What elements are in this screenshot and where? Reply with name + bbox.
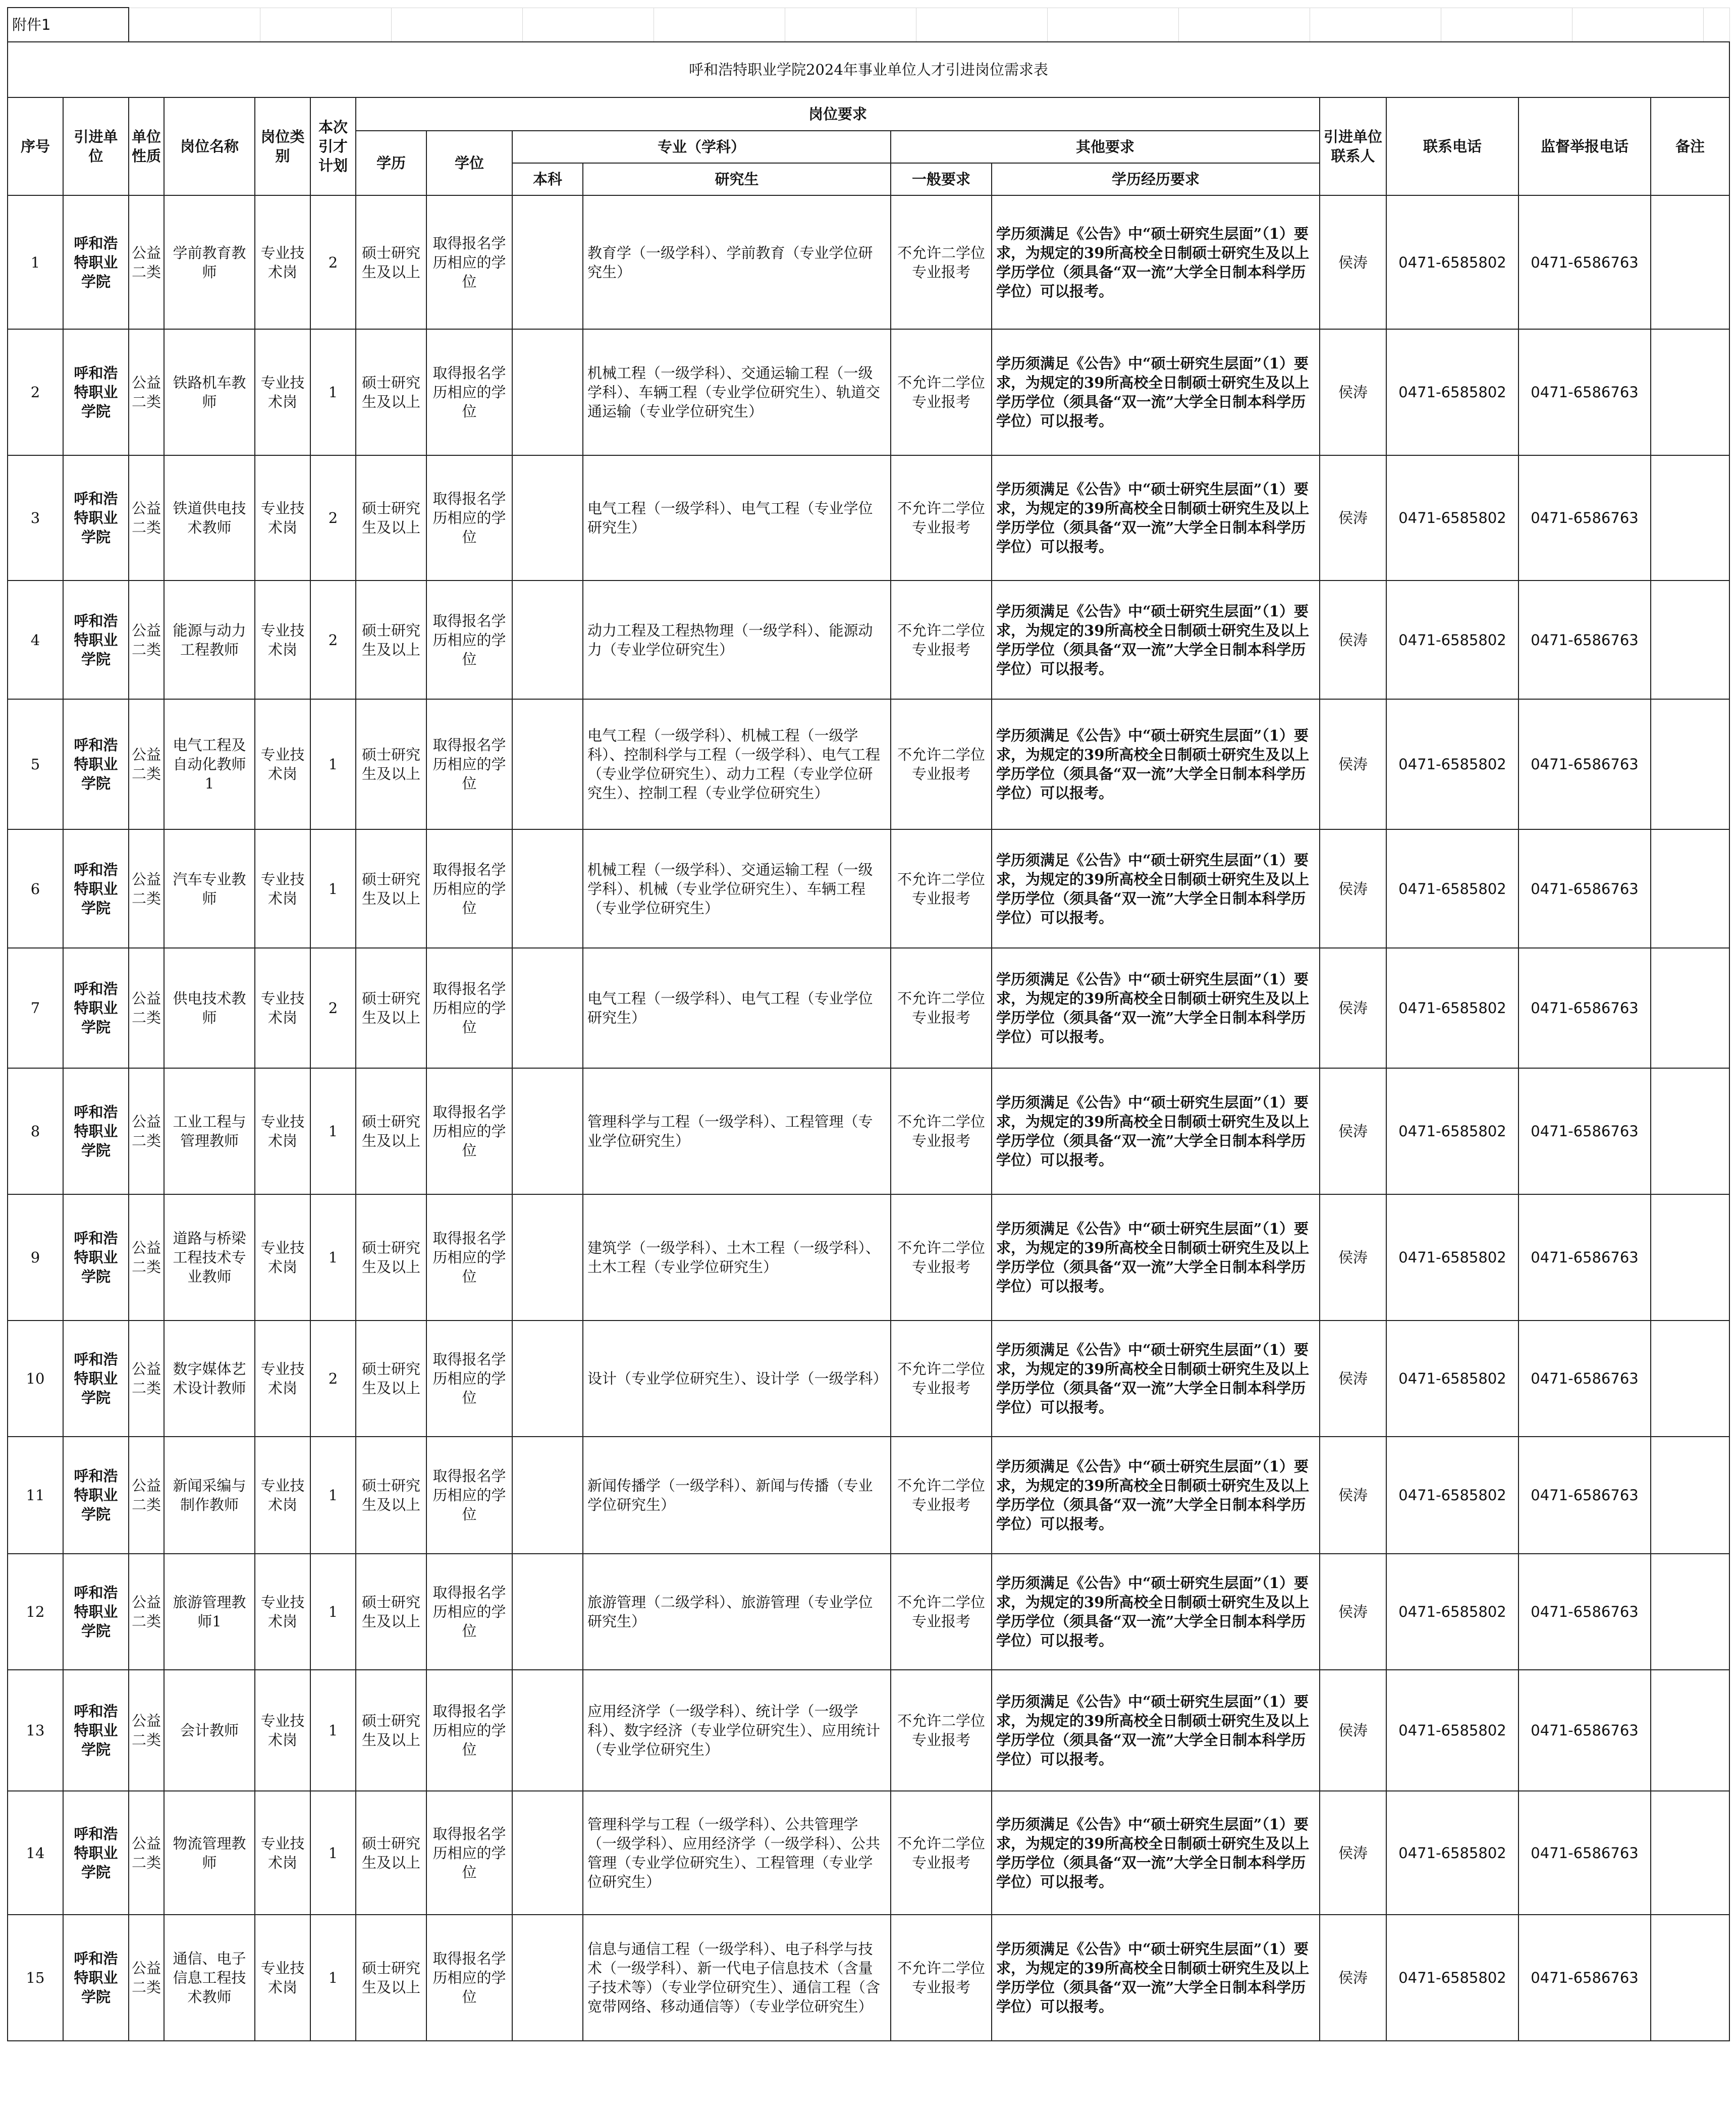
header-nature: 单位性质	[129, 97, 164, 195]
cell-graduate: 建筑学（一级学科）、土木工程（一级学科）、土木工程（专业学位研究生）	[583, 1194, 891, 1321]
cell-post-name: 会计教师	[164, 1670, 255, 1791]
cell-nature: 公益二类	[129, 1915, 164, 2041]
cell-unit: 呼和浩特职业学院	[63, 329, 129, 455]
cell-degree: 取得报名学历相应的学位	[426, 948, 512, 1068]
cell-nature: 公益二类	[129, 1321, 164, 1437]
cell-remark	[1651, 195, 1729, 329]
cell-plan: 1	[310, 1791, 356, 1915]
cell-graduate: 机械工程（一级学科）、交通运输工程（一级学科）、机械（专业学位研究生）、车辆工程（专业学位研究生）	[583, 829, 891, 948]
header-post-name: 岗位名称	[164, 97, 255, 195]
header-other: 其他要求	[891, 131, 1320, 163]
cell-education: 硕士研究生及以上	[356, 581, 426, 699]
cell-experience: 学历须满足《公告》中“硕士研究生层面”（1）要求，为规定的39所高校全日制硕士研究生及以上学历学位（须具备“双一流”大学全日制本科学历学位）可以报考。	[992, 829, 1320, 948]
cell-undergraduate	[512, 1437, 583, 1554]
recruitment-table	[7, 7, 1730, 2041]
cell-unit: 呼和浩特职业学院	[63, 1194, 129, 1321]
cell-graduate: 应用经济学（一级学科）、统计学（一级学科）、数字经济（专业学位研究生）、应用统计（专业学位研究生）	[583, 1670, 891, 1791]
cell-plan: 1	[310, 829, 356, 948]
cell-undergraduate	[512, 829, 583, 948]
cell-phone: 0471-6585802	[1386, 699, 1518, 829]
header-undergraduate: 本科	[512, 163, 583, 195]
cell-nature: 公益二类	[129, 195, 164, 329]
cell-supervise-phone: 0471-6586763	[1518, 948, 1651, 1068]
cell-unit: 呼和浩特职业学院	[63, 829, 129, 948]
cell-unit: 呼和浩特职业学院	[63, 1437, 129, 1554]
cell-contact: 侯涛	[1320, 1554, 1386, 1670]
cell-phone: 0471-6585802	[1386, 329, 1518, 455]
cell-graduate: 管理科学与工程（一级学科）、公共管理学（一级学科）、应用经济学（一级学科）、公共管理（专业学位研究生）、工程管理（专业学位研究生）	[583, 1791, 891, 1915]
cell-nature: 公益二类	[129, 1068, 164, 1194]
cell-nature: 公益二类	[129, 329, 164, 455]
cell-experience: 学历须满足《公告》中“硕士研究生层面”（1）要求，为规定的39所高校全日制硕士研究生及以上学历学位（须具备“双一流”大学全日制本科学历学位）可以报考。	[992, 195, 1320, 329]
cell-phone: 0471-6585802	[1386, 1437, 1518, 1554]
cell-post-type: 专业技术岗	[255, 581, 310, 699]
cell-plan: 1	[310, 1194, 356, 1321]
cell-unit: 呼和浩特职业学院	[63, 581, 129, 699]
cell-phone: 0471-6585802	[1386, 581, 1518, 699]
cell-education: 硕士研究生及以上	[356, 1791, 426, 1915]
table-row	[8, 581, 1729, 699]
recruitment-sheet	[7, 7, 1729, 2041]
table-row	[8, 329, 1729, 455]
cell-post-type: 专业技术岗	[255, 1437, 310, 1554]
cell-seq: 13	[8, 1670, 63, 1791]
cell-remark	[1651, 948, 1729, 1068]
cell-supervise-phone: 0471-6586763	[1518, 699, 1651, 829]
cell-unit: 呼和浩特职业学院	[63, 1915, 129, 2041]
cell-experience: 学历须满足《公告》中“硕士研究生层面”（1）要求，为规定的39所高校全日制硕士研究生及以上学历学位（须具备“双一流”大学全日制本科学历学位）可以报考。	[992, 455, 1320, 581]
cell-supervise-phone: 0471-6586763	[1518, 581, 1651, 699]
cell-contact: 侯涛	[1320, 829, 1386, 948]
cell-experience: 学历须满足《公告》中“硕士研究生层面”（1）要求，为规定的39所高校全日制硕士研究生及以上学历学位（须具备“双一流”大学全日制本科学历学位）可以报考。	[992, 329, 1320, 455]
cell-phone: 0471-6585802	[1386, 195, 1518, 329]
cell-general: 不允许二学位专业报考	[891, 1321, 992, 1437]
cell-post-type: 专业技术岗	[255, 1915, 310, 2041]
cell-general: 不允许二学位专业报考	[891, 1915, 992, 2041]
cell-nature: 公益二类	[129, 1194, 164, 1321]
cell-remark	[1651, 329, 1729, 455]
cell-degree: 取得报名学历相应的学位	[426, 1554, 512, 1670]
cell-general: 不允许二学位专业报考	[891, 455, 992, 581]
cell-undergraduate	[512, 329, 583, 455]
cell-contact: 侯涛	[1320, 1670, 1386, 1791]
cell-undergraduate	[512, 699, 583, 829]
cell-general: 不允许二学位专业报考	[891, 581, 992, 699]
cell-plan: 2	[310, 455, 356, 581]
cell-undergraduate	[512, 195, 583, 329]
table-row	[8, 699, 1729, 829]
cell-degree: 取得报名学历相应的学位	[426, 1321, 512, 1437]
cell-graduate: 管理科学与工程（一级学科）、工程管理（专业学位研究生）	[583, 1068, 891, 1194]
attachment-row	[8, 8, 1729, 42]
cell-post-name: 汽车专业教师	[164, 829, 255, 948]
cell-unit: 呼和浩特职业学院	[63, 1321, 129, 1437]
cell-experience: 学历须满足《公告》中“硕士研究生层面”（1）要求，为规定的39所高校全日制硕士研究生及以上学历学位（须具备“双一流”大学全日制本科学历学位）可以报考。	[992, 1321, 1320, 1437]
cell-graduate: 电气工程（一级学科）、电气工程（专业学位研究生）	[583, 455, 891, 581]
title-row	[8, 42, 1729, 97]
cell-remark	[1651, 1791, 1729, 1915]
cell-general: 不允许二学位专业报考	[891, 1670, 992, 1791]
cell-contact: 侯涛	[1320, 699, 1386, 829]
cell-nature: 公益二类	[129, 699, 164, 829]
cell-experience: 学历须满足《公告》中“硕士研究生层面”（1）要求，为规定的39所高校全日制硕士研究生及以上学历学位（须具备“双一流”大学全日制本科学历学位）可以报考。	[992, 1068, 1320, 1194]
cell-unit: 呼和浩特职业学院	[63, 1791, 129, 1915]
cell-graduate: 设计（专业学位研究生）、设计学（一级学科）	[583, 1321, 891, 1437]
cell-degree: 取得报名学历相应的学位	[426, 1791, 512, 1915]
cell-seq: 9	[8, 1194, 63, 1321]
cell-seq: 4	[8, 581, 63, 699]
cell-supervise-phone: 0471-6586763	[1518, 1194, 1651, 1321]
cell-degree: 取得报名学历相应的学位	[426, 581, 512, 699]
cell-education: 硕士研究生及以上	[356, 948, 426, 1068]
cell-plan: 2	[310, 195, 356, 329]
cell-experience: 学历须满足《公告》中“硕士研究生层面”（1）要求，为规定的39所高校全日制硕士研究生及以上学历学位（须具备“双一流”大学全日制本科学历学位）可以报考。	[992, 581, 1320, 699]
table-row	[8, 195, 1729, 329]
cell-post-name: 数字媒体艺术设计教师	[164, 1321, 255, 1437]
cell-seq: 1	[8, 195, 63, 329]
cell-experience: 学历须满足《公告》中“硕士研究生层面”（1）要求，为规定的39所高校全日制硕士研究生及以上学历学位（须具备“双一流”大学全日制本科学历学位）可以报考。	[992, 1554, 1320, 1670]
cell-nature: 公益二类	[129, 948, 164, 1068]
cell-general: 不允许二学位专业报考	[891, 1068, 992, 1194]
cell-seq: 5	[8, 699, 63, 829]
cell-post-name: 学前教育教师	[164, 195, 255, 329]
cell-post-type: 专业技术岗	[255, 699, 310, 829]
header-row-1	[8, 97, 1729, 131]
cell-unit: 呼和浩特职业学院	[63, 1670, 129, 1791]
cell-remark	[1651, 581, 1729, 699]
cell-undergraduate	[512, 1554, 583, 1670]
cell-post-name: 新闻采编与制作教师	[164, 1437, 255, 1554]
cell-general: 不允许二学位专业报考	[891, 195, 992, 329]
header-general: 一般要求	[891, 163, 992, 195]
cell-remark	[1651, 455, 1729, 581]
header-education: 学历	[356, 131, 426, 195]
cell-seq: 10	[8, 1321, 63, 1437]
cell-post-type: 专业技术岗	[255, 195, 310, 329]
cell-general: 不允许二学位专业报考	[891, 829, 992, 948]
cell-post-name: 物流管理教师	[164, 1791, 255, 1915]
cell-remark	[1651, 699, 1729, 829]
header-remark: 备注	[1651, 97, 1729, 195]
cell-post-type: 专业技术岗	[255, 1194, 310, 1321]
cell-phone: 0471-6585802	[1386, 948, 1518, 1068]
cell-degree: 取得报名学历相应的学位	[426, 195, 512, 329]
cell-nature: 公益二类	[129, 455, 164, 581]
cell-undergraduate	[512, 581, 583, 699]
cell-supervise-phone: 0471-6586763	[1518, 1321, 1651, 1437]
cell-phone: 0471-6585802	[1386, 1791, 1518, 1915]
cell-contact: 侯涛	[1320, 1437, 1386, 1554]
cell-graduate: 电气工程（一级学科）、机械工程（一级学科）、控制科学与工程（一级学科）、电气工程（专业学位研究生）、动力工程（专业学位研究生）、控制工程（专业学位研究生）	[583, 699, 891, 829]
cell-contact: 侯涛	[1320, 455, 1386, 581]
cell-degree: 取得报名学历相应的学位	[426, 455, 512, 581]
cell-undergraduate	[512, 1791, 583, 1915]
cell-nature: 公益二类	[129, 581, 164, 699]
cell-unit: 呼和浩特职业学院	[63, 195, 129, 329]
cell-post-name: 供电技术教师	[164, 948, 255, 1068]
cell-supervise-phone: 0471-6586763	[1518, 1554, 1651, 1670]
cell-nature: 公益二类	[129, 1437, 164, 1554]
cell-education: 硕士研究生及以上	[356, 699, 426, 829]
cell-phone: 0471-6585802	[1386, 1670, 1518, 1791]
cell-general: 不允许二学位专业报考	[891, 1791, 992, 1915]
cell-general: 不允许二学位专业报考	[891, 1437, 992, 1554]
cell-experience: 学历须满足《公告》中“硕士研究生层面”（1）要求，为规定的39所高校全日制硕士研究生及以上学历学位（须具备“双一流”大学全日制本科学历学位）可以报考。	[992, 1194, 1320, 1321]
cell-post-name: 能源与动力工程教师	[164, 581, 255, 699]
cell-unit: 呼和浩特职业学院	[63, 1554, 129, 1670]
cell-education: 硕士研究生及以上	[356, 329, 426, 455]
cell-contact: 侯涛	[1320, 329, 1386, 455]
table-row	[8, 455, 1729, 581]
cell-education: 硕士研究生及以上	[356, 195, 426, 329]
table-row	[8, 1068, 1729, 1194]
cell-general: 不允许二学位专业报考	[891, 948, 992, 1068]
cell-supervise-phone: 0471-6586763	[1518, 455, 1651, 581]
cell-supervise-phone: 0471-6586763	[1518, 1068, 1651, 1194]
cell-graduate: 教育学（一级学科）、学前教育（专业学位研究生）	[583, 195, 891, 329]
cell-contact: 侯涛	[1320, 581, 1386, 699]
cell-supervise-phone: 0471-6586763	[1518, 1915, 1651, 2041]
cell-post-name: 铁路机车教师	[164, 329, 255, 455]
table-row	[8, 1437, 1729, 1554]
cell-education: 硕士研究生及以上	[356, 455, 426, 581]
cell-plan: 1	[310, 699, 356, 829]
cell-nature: 公益二类	[129, 829, 164, 948]
cell-nature: 公益二类	[129, 1791, 164, 1915]
cell-seq: 14	[8, 1791, 63, 1915]
cell-contact: 侯涛	[1320, 1915, 1386, 2041]
cell-seq: 3	[8, 455, 63, 581]
header-contact: 引进单位联系人	[1320, 97, 1386, 195]
cell-phone: 0471-6585802	[1386, 455, 1518, 581]
header-unit: 引进单位	[63, 97, 129, 195]
cell-contact: 侯涛	[1320, 1194, 1386, 1321]
cell-unit: 呼和浩特职业学院	[63, 699, 129, 829]
cell-plan: 2	[310, 1321, 356, 1437]
cell-graduate: 电气工程（一级学科）、电气工程（专业学位研究生）	[583, 948, 891, 1068]
sheet-grid-area	[129, 8, 1729, 42]
cell-undergraduate	[512, 455, 583, 581]
cell-education: 硕士研究生及以上	[356, 1554, 426, 1670]
attachment-label: 附件1	[8, 8, 129, 42]
cell-post-name: 旅游管理教师1	[164, 1554, 255, 1670]
cell-degree: 取得报名学历相应的学位	[426, 329, 512, 455]
cell-experience: 学历须满足《公告》中“硕士研究生层面”（1）要求，为规定的39所高校全日制硕士研究生及以上学历学位（须具备“双一流”大学全日制本科学历学位）可以报考。	[992, 1670, 1320, 1791]
cell-undergraduate	[512, 1068, 583, 1194]
cell-education: 硕士研究生及以上	[356, 1915, 426, 2041]
cell-undergraduate	[512, 1194, 583, 1321]
table-row	[8, 1670, 1729, 1791]
cell-contact: 侯涛	[1320, 948, 1386, 1068]
cell-experience: 学历须满足《公告》中“硕士研究生层面”（1）要求，为规定的39所高校全日制硕士研究生及以上学历学位（须具备“双一流”大学全日制本科学历学位）可以报考。	[992, 948, 1320, 1068]
page-title: 呼和浩特职业学院2024年事业单位人才引进岗位需求表	[8, 42, 1729, 97]
cell-plan: 1	[310, 1554, 356, 1670]
table-row	[8, 1194, 1729, 1321]
cell-plan: 1	[310, 329, 356, 455]
cell-general: 不允许二学位专业报考	[891, 1554, 992, 1670]
header-major: 专业（学科）	[512, 131, 891, 163]
table-row	[8, 1321, 1729, 1437]
cell-plan: 1	[310, 1670, 356, 1791]
cell-phone: 0471-6585802	[1386, 829, 1518, 948]
cell-degree: 取得报名学历相应的学位	[426, 1437, 512, 1554]
cell-supervise-phone: 0471-6586763	[1518, 329, 1651, 455]
cell-seq: 6	[8, 829, 63, 948]
cell-education: 硕士研究生及以上	[356, 1437, 426, 1554]
cell-plan: 1	[310, 1915, 356, 2041]
cell-phone: 0471-6585802	[1386, 1915, 1518, 2041]
cell-plan: 1	[310, 1068, 356, 1194]
cell-education: 硕士研究生及以上	[356, 1321, 426, 1437]
cell-remark	[1651, 1194, 1729, 1321]
cell-general: 不允许二学位专业报考	[891, 329, 992, 455]
table-row	[8, 1791, 1729, 1915]
table-row	[8, 948, 1729, 1068]
cell-seq: 11	[8, 1437, 63, 1554]
cell-graduate: 旅游管理（二级学科）、旅游管理（专业学位研究生）	[583, 1554, 891, 1670]
cell-post-name: 工业工程与管理教师	[164, 1068, 255, 1194]
cell-nature: 公益二类	[129, 1554, 164, 1670]
cell-general: 不允许二学位专业报考	[891, 1194, 992, 1321]
cell-graduate: 信息与通信工程（一级学科）、电子科学与技术（一级学科）、新一代电子信息技术（含量子技术等）（专业学位研究生）、通信工程（含宽带网络、移动通信等）（专业学位研究生）	[583, 1915, 891, 2041]
cell-graduate: 机械工程（一级学科）、交通运输工程（一级学科）、车辆工程（专业学位研究生）、轨道交通运输（专业学位研究生）	[583, 329, 891, 455]
header-phone: 联系电话	[1386, 97, 1518, 195]
header-requirements: 岗位要求	[356, 97, 1320, 131]
cell-post-name: 电气工程及自动化教师1	[164, 699, 255, 829]
cell-remark	[1651, 829, 1729, 948]
cell-post-type: 专业技术岗	[255, 948, 310, 1068]
cell-undergraduate	[512, 1321, 583, 1437]
cell-seq: 7	[8, 948, 63, 1068]
cell-post-type: 专业技术岗	[255, 1670, 310, 1791]
cell-contact: 侯涛	[1320, 195, 1386, 329]
table-row	[8, 1554, 1729, 1670]
cell-phone: 0471-6585802	[1386, 1068, 1518, 1194]
cell-experience: 学历须满足《公告》中“硕士研究生层面”（1）要求，为规定的39所高校全日制硕士研究生及以上学历学位（须具备“双一流”大学全日制本科学历学位）可以报考。	[992, 1915, 1320, 2041]
cell-remark	[1651, 1068, 1729, 1194]
cell-graduate: 动力工程及工程热物理（一级学科）、能源动力（专业学位研究生）	[583, 581, 891, 699]
cell-education: 硕士研究生及以上	[356, 1194, 426, 1321]
table-body	[8, 8, 1729, 2041]
header-plan: 本次引才计划	[310, 97, 356, 195]
cell-post-type: 专业技术岗	[255, 829, 310, 948]
cell-remark	[1651, 1915, 1729, 2041]
cell-degree: 取得报名学历相应的学位	[426, 1670, 512, 1791]
cell-remark	[1651, 1437, 1729, 1554]
cell-degree: 取得报名学历相应的学位	[426, 1194, 512, 1321]
cell-undergraduate	[512, 948, 583, 1068]
cell-degree: 取得报名学历相应的学位	[426, 1915, 512, 2041]
cell-undergraduate	[512, 1915, 583, 2041]
cell-unit: 呼和浩特职业学院	[63, 1068, 129, 1194]
cell-degree: 取得报名学历相应的学位	[426, 829, 512, 948]
cell-education: 硕士研究生及以上	[356, 829, 426, 948]
cell-post-type: 专业技术岗	[255, 455, 310, 581]
header-seq: 序号	[8, 97, 63, 195]
cell-degree: 取得报名学历相应的学位	[426, 699, 512, 829]
cell-post-type: 专业技术岗	[255, 1791, 310, 1915]
cell-contact: 侯涛	[1320, 1068, 1386, 1194]
cell-phone: 0471-6585802	[1386, 1554, 1518, 1670]
cell-seq: 12	[8, 1554, 63, 1670]
cell-experience: 学历须满足《公告》中“硕士研究生层面”（1）要求，为规定的39所高校全日制硕士研究生及以上学历学位（须具备“双一流”大学全日制本科学历学位）可以报考。	[992, 699, 1320, 829]
cell-post-type: 专业技术岗	[255, 1321, 310, 1437]
cell-post-name: 道路与桥梁工程技术专业教师	[164, 1194, 255, 1321]
header-graduate: 研究生	[583, 163, 891, 195]
cell-education: 硕士研究生及以上	[356, 1068, 426, 1194]
cell-plan: 1	[310, 1437, 356, 1554]
cell-post-type: 专业技术岗	[255, 1068, 310, 1194]
cell-undergraduate	[512, 1670, 583, 1791]
cell-post-type: 专业技术岗	[255, 1554, 310, 1670]
cell-unit: 呼和浩特职业学院	[63, 948, 129, 1068]
cell-seq: 8	[8, 1068, 63, 1194]
header-degree: 学位	[426, 131, 512, 195]
cell-general: 不允许二学位专业报考	[891, 699, 992, 829]
cell-supervise-phone: 0471-6586763	[1518, 1791, 1651, 1915]
cell-remark	[1651, 1554, 1729, 1670]
cell-post-type: 专业技术岗	[255, 329, 310, 455]
cell-contact: 侯涛	[1320, 1791, 1386, 1915]
cell-experience: 学历须满足《公告》中“硕士研究生层面”（1）要求，为规定的39所高校全日制硕士研究生及以上学历学位（须具备“双一流”大学全日制本科学历学位）可以报考。	[992, 1437, 1320, 1554]
cell-remark	[1651, 1670, 1729, 1791]
cell-graduate: 新闻传播学（一级学科）、新闻与传播（专业学位研究生）	[583, 1437, 891, 1554]
cell-supervise-phone: 0471-6586763	[1518, 829, 1651, 948]
cell-degree: 取得报名学历相应的学位	[426, 1068, 512, 1194]
table-row	[8, 1915, 1729, 2041]
cell-phone: 0471-6585802	[1386, 1321, 1518, 1437]
cell-seq: 2	[8, 329, 63, 455]
cell-nature: 公益二类	[129, 1670, 164, 1791]
cell-plan: 2	[310, 581, 356, 699]
header-experience: 学历经历要求	[992, 163, 1320, 195]
cell-post-name: 铁道供电技术教师	[164, 455, 255, 581]
table-row	[8, 829, 1729, 948]
cell-seq: 15	[8, 1915, 63, 2041]
cell-supervise-phone: 0471-6586763	[1518, 1437, 1651, 1554]
cell-contact: 侯涛	[1320, 1321, 1386, 1437]
header-post-type: 岗位类别	[255, 97, 310, 195]
cell-phone: 0471-6585802	[1386, 1194, 1518, 1321]
header-supervise-phone: 监督举报电话	[1518, 97, 1651, 195]
cell-education: 硕士研究生及以上	[356, 1670, 426, 1791]
cell-supervise-phone: 0471-6586763	[1518, 195, 1651, 329]
cell-supervise-phone: 0471-6586763	[1518, 1670, 1651, 1791]
cell-remark	[1651, 1321, 1729, 1437]
cell-unit: 呼和浩特职业学院	[63, 455, 129, 581]
cell-experience: 学历须满足《公告》中“硕士研究生层面”（1）要求，为规定的39所高校全日制硕士研究生及以上学历学位（须具备“双一流”大学全日制本科学历学位）可以报考。	[992, 1791, 1320, 1915]
cell-post-name: 通信、电子信息工程技术教师	[164, 1915, 255, 2041]
cell-plan: 2	[310, 948, 356, 1068]
